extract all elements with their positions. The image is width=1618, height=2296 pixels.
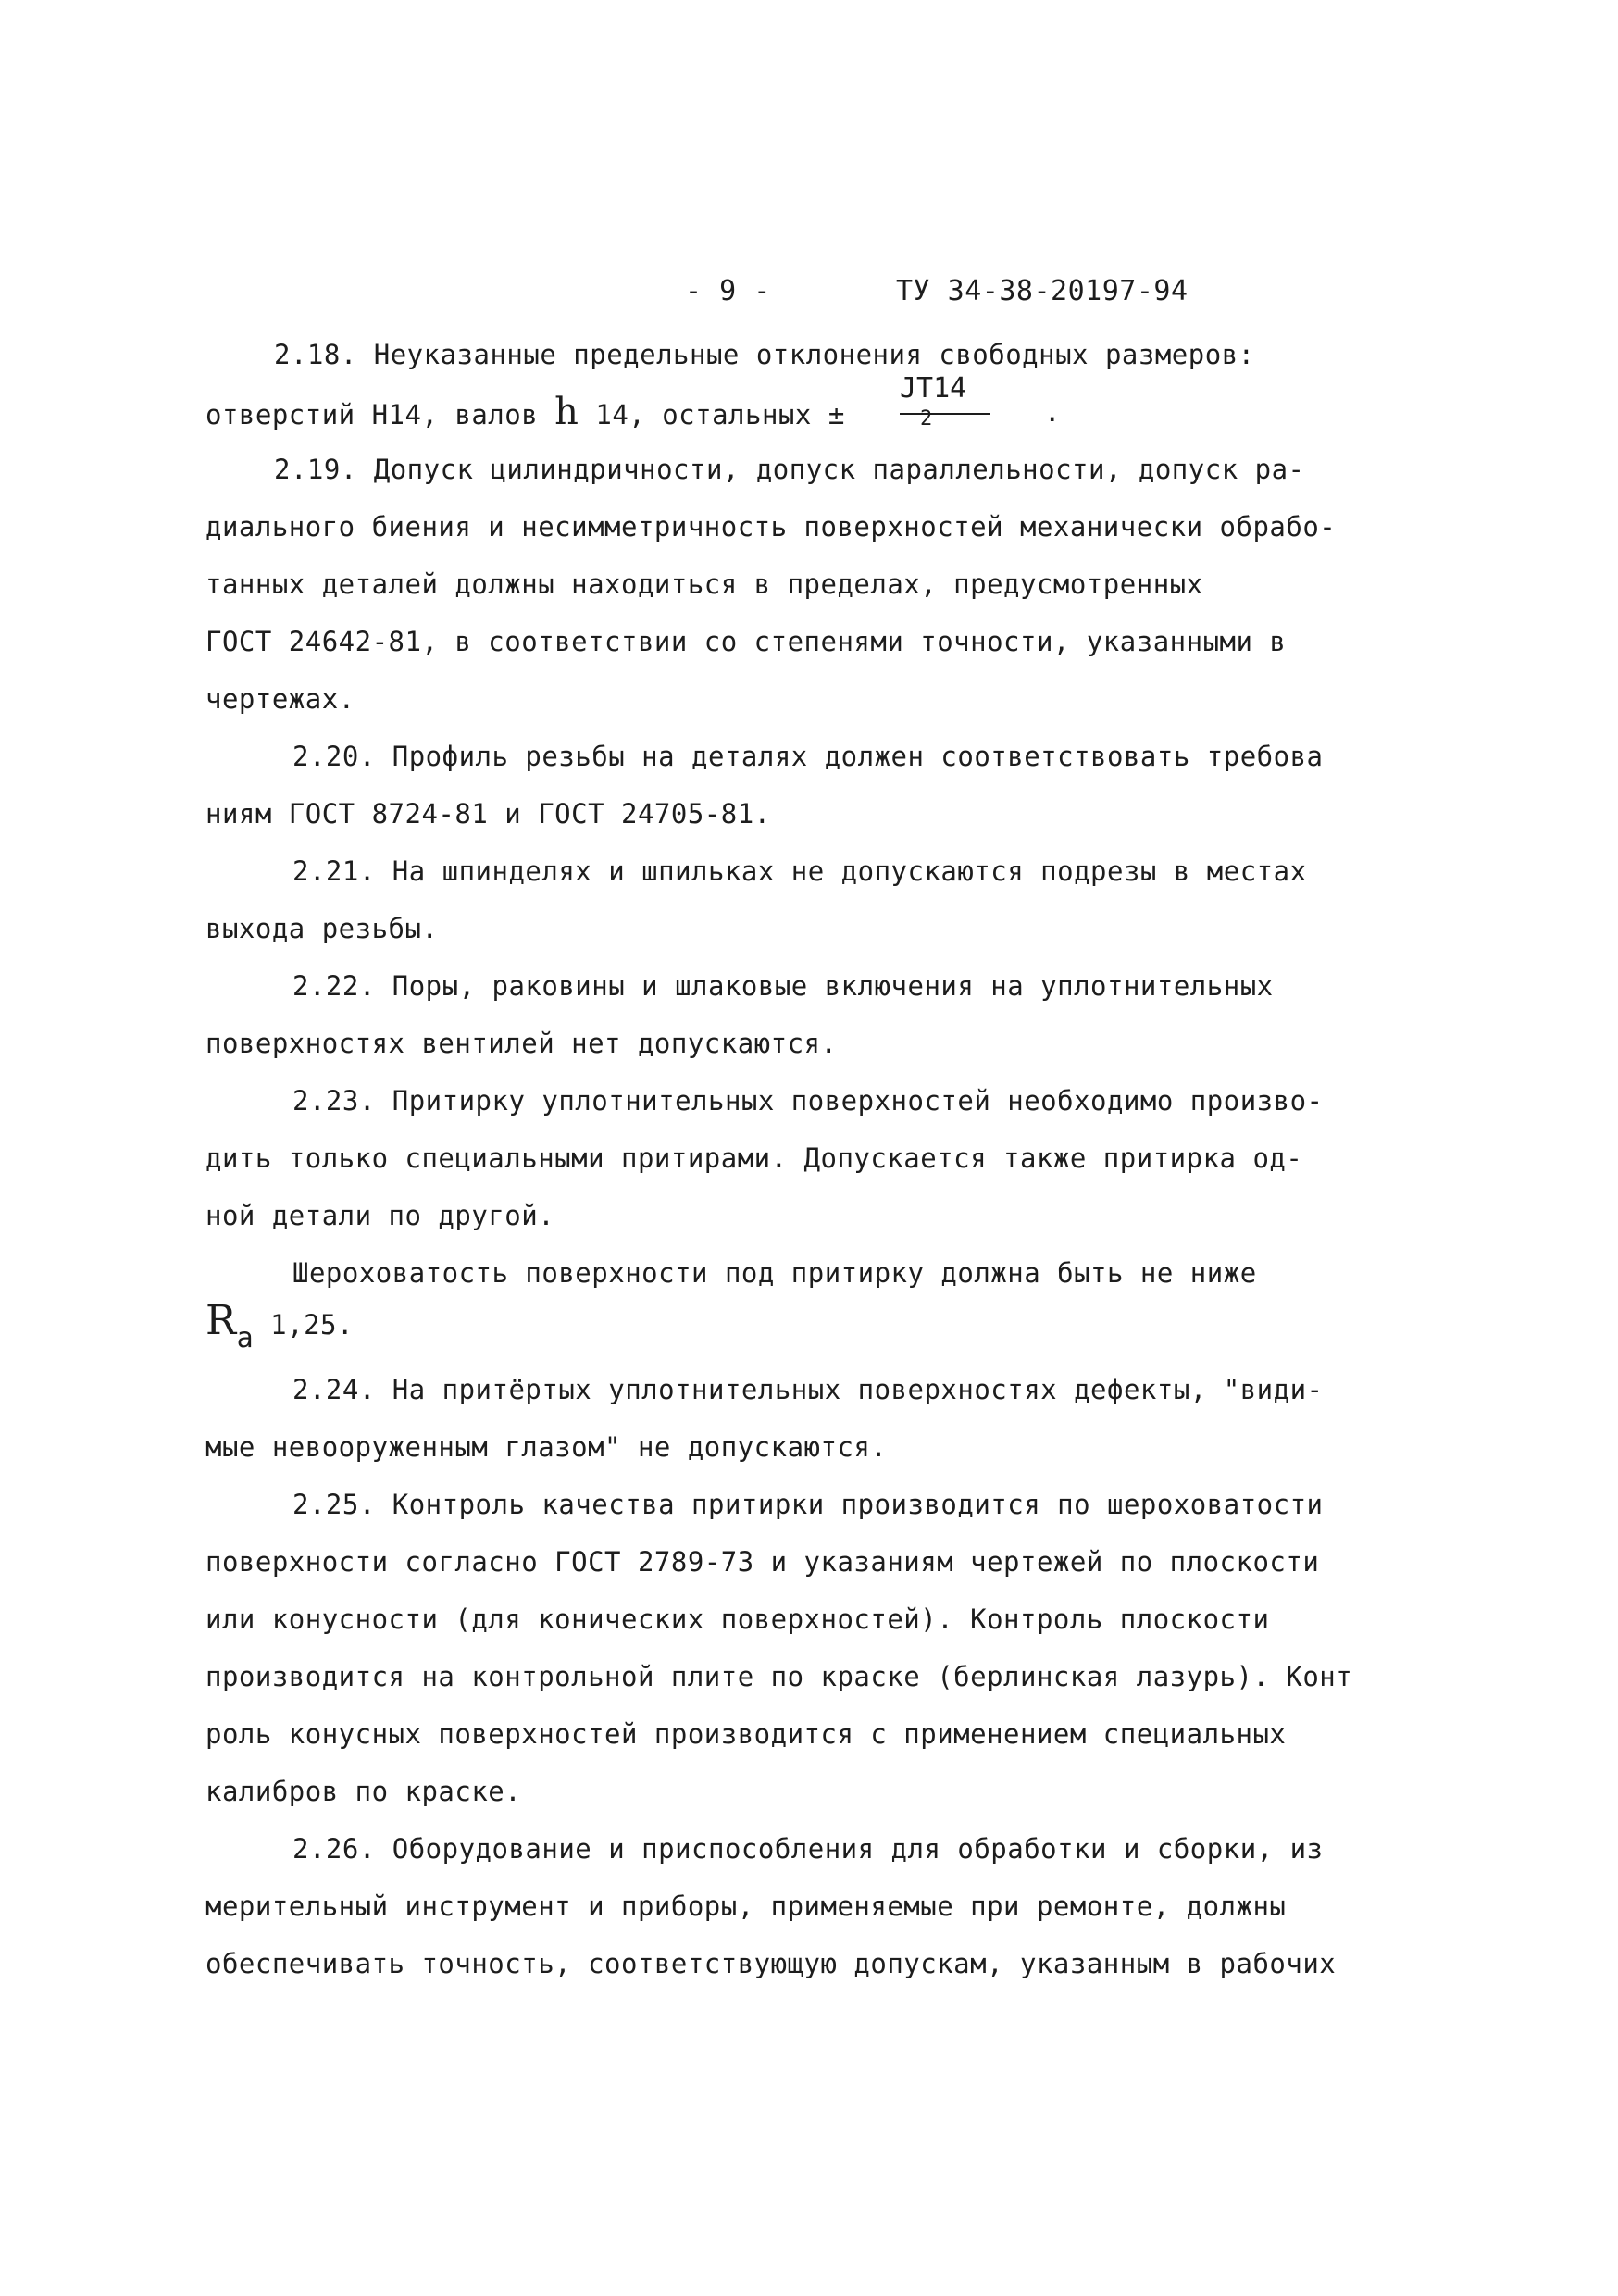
paragraph-2-24-line-2: мые невооруженным глазом" не допускаются. [205, 1431, 888, 1463]
paragraph-2-21-line-2: выхода резьбы. [205, 913, 439, 944]
paragraph-2-19-line-2: диального биения и несимметричность поверхностей механически обрабо- [205, 511, 1337, 543]
paragraph-2-25-line-2: поверхности согласно ГОСТ 2789-73 и указаниям чертежей по плоскости [205, 1546, 1320, 1578]
paragraph-2-25-line-5: роль конусных поверхностей производится с применением специальных [205, 1718, 1287, 1750]
paragraph-2-19-line-5: чертежах. [205, 683, 355, 715]
tolerance-text: отверстий Н14, валов [205, 399, 555, 430]
roughness-value-line [205, 1297, 354, 1354]
shaft-tolerance-symbol: h [554, 391, 579, 433]
paragraph-2-18-line-1: 2.18. Неуказанные предельные отклонения свободных размеров: [274, 339, 1255, 370]
paragraph-2-25-line-3: или конусности (для конических поверхностей). Контроль плоскости [205, 1603, 1270, 1635]
roughness-value: 1,25. [254, 1309, 354, 1341]
paragraph-2-20-line-2: ниям ГОСТ 8724-81 и ГОСТ 24705-81. [205, 798, 771, 830]
paragraph-2-23-line-2: дить только специальными притирами. Допускается также притирка од- [205, 1142, 1303, 1174]
paragraph-2-26-line-1: 2.26. Оборудование и приспособления для обработки и сборки, из [292, 1833, 1324, 1865]
fraction-bar [900, 413, 990, 415]
paragraph-2-22-line-1: 2.22. Поры, раковины и шлаковые включения на уплотнительных [292, 970, 1274, 1002]
fraction-numerator: JT14 [900, 372, 967, 405]
tolerance-fraction [900, 372, 992, 446]
paragraph-2-18-line-2 [205, 391, 845, 433]
page-number: - 9 - [685, 275, 771, 307]
paragraph-2-26-line-3: обеспечивать точность, соответствующую допускам, указанным в рабочих [205, 1948, 1337, 1979]
roughness-line-1: Шероховатость поверхности под притирку должна быть не ниже [292, 1257, 1257, 1289]
paragraph-2-25-line-6: калибров по краске. [205, 1776, 522, 1807]
document-code: ТУ 34-38-20197-94 [896, 275, 1189, 307]
plus-minus-sign: ± [828, 399, 845, 430]
fraction-denominator: 2 [920, 407, 933, 430]
roughness-symbol-subscript: a [236, 1322, 255, 1354]
paragraph-2-18-end: . [1027, 396, 1061, 428]
paragraph-2-21-line-1: 2.21. На шпинделях и шпильках не допускаются подрезы в местах [292, 855, 1307, 887]
paragraph-2-22-line-2: поверхностях вентилей нет допускаются. [205, 1028, 838, 1059]
paragraph-2-26-line-2: мерительный инструмент и приборы, применяемые при ремонте, должны [205, 1890, 1287, 1922]
paragraph-2-20-line-1: 2.20. Профиль резьбы на деталях должен соответствовать требова [292, 741, 1324, 772]
paragraph-2-19-line-1: 2.19. Допуск цилиндричности, допуск параллельности, допуск ра- [274, 454, 1305, 485]
paragraph-2-25-line-1: 2.25. Контроль качества притирки производится по шероховатости [292, 1489, 1324, 1520]
paragraph-2-19-line-3: танных деталей должны находиться в пределах, предусмотренных [205, 568, 1203, 600]
paragraph-2-23-line-1: 2.23. Притирку уплотнительных поверхностей необходимо произво- [292, 1085, 1324, 1117]
roughness-symbol-r: R [205, 1297, 237, 1344]
tolerance-text-2: 14, остальных [579, 399, 828, 430]
paragraph-2-25-line-4: производится на контрольной плите по краске (берлинская лазурь). Конт [205, 1661, 1353, 1692]
paragraph-2-19-line-4: ГОСТ 24642-81, в соответствии со степенями точности, указанными в [205, 626, 1287, 657]
paragraph-2-24-line-1: 2.24. На притёртых уплотнительных поверхностях дефекты, "види- [292, 1374, 1324, 1405]
paragraph-2-23-line-3: ной детали по другой. [205, 1200, 555, 1231]
